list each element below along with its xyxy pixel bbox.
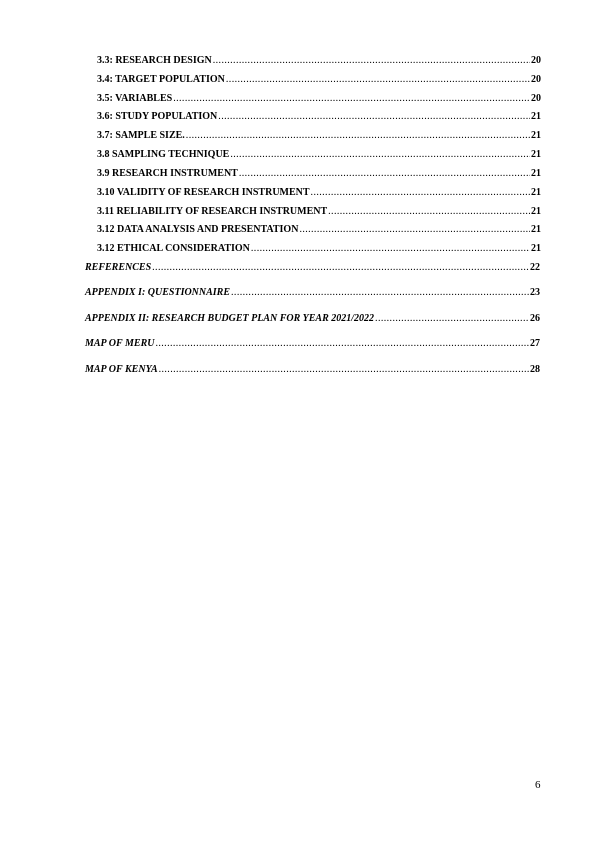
toc-entry-target-population[interactable]	[97, 74, 541, 86]
toc-entry-research-design[interactable]	[97, 55, 541, 67]
toc-entry-title: 3.9 RESEARCH INSTRUMENT	[97, 168, 238, 179]
toc-entry-appendix-budget[interactable]	[85, 313, 540, 325]
dot-leader	[152, 262, 529, 274]
toc-entry-title: 3.11 RELIABILITY OF RESEARCH INSTRUMENT	[97, 206, 328, 217]
toc-entry-validity[interactable]	[97, 187, 541, 199]
toc-entry-page: 28	[530, 364, 540, 375]
toc-entry-title: 3.12 ETHICAL CONSIDERATION	[97, 243, 250, 254]
dot-leader	[173, 93, 530, 105]
toc-entry-page: 21	[531, 111, 541, 122]
toc-entry-variables[interactable]	[97, 93, 541, 105]
toc-entry-title: 3.3: RESEARCH DESIGN	[97, 55, 212, 66]
toc-entry-page: 26	[530, 313, 540, 324]
toc-entry-page: 21	[531, 187, 541, 198]
toc-entry-page: 21	[531, 206, 541, 217]
toc-entry-page: 20	[531, 93, 541, 104]
toc-entry-title: 3.12 DATA ANALYSIS AND PRESENTATION	[97, 224, 299, 235]
toc-entry-reliability[interactable]	[97, 206, 541, 218]
dot-leader	[159, 364, 529, 376]
toc-entry-page: 20	[531, 55, 541, 66]
dot-leader	[218, 111, 530, 123]
toc-entry-title: 3.4: TARGET POPULATION	[97, 74, 225, 85]
toc-entry-page: 22	[530, 262, 540, 273]
toc-entry-map-of-meru[interactable]	[85, 338, 540, 350]
page-number: 6	[535, 779, 541, 791]
dot-leader	[186, 130, 530, 142]
toc-entry-sampling-technique[interactable]	[97, 149, 541, 161]
toc-entry-page: 21	[531, 243, 541, 254]
toc-entry-map-of-kenya[interactable]	[85, 364, 540, 376]
toc-entry-page: 21	[531, 149, 541, 160]
toc-entry-title: APPENDIX II: RESEARCH BUDGET PLAN FOR YEAR 2021/2022	[85, 313, 375, 324]
toc-entry-page: 23	[530, 287, 540, 298]
toc-entry-title: APPENDIX I: QUESTIONNAIRE	[85, 287, 231, 298]
toc-entry-title: 3.10 VALIDITY OF RESEARCH INSTRUMENT	[97, 187, 310, 198]
dot-leader	[226, 74, 530, 86]
toc-entry-page: 21	[531, 168, 541, 179]
dot-leader	[251, 243, 530, 255]
toc-entry-title: 3.5: VARIABLES	[97, 93, 173, 104]
toc-entry-title: 3.7: SAMPLE SIZE.	[97, 130, 185, 141]
toc-entry-title: MAP OF KENYA	[85, 364, 158, 375]
toc-entry-research-instrument[interactable]	[97, 168, 541, 180]
toc-entry-title: REFERENCES	[85, 262, 152, 273]
toc-entry-page: 21	[531, 224, 541, 235]
toc-entry-page: 20	[531, 74, 541, 85]
toc-entry-page: 21	[531, 130, 541, 141]
toc-entry-appendix-questionnaire[interactable]	[85, 287, 540, 299]
dot-leader	[231, 287, 529, 299]
toc-entry-title: 3.6: STUDY POPULATION	[97, 111, 218, 122]
dot-leader	[299, 224, 530, 236]
dot-leader	[239, 168, 530, 180]
dot-leader	[328, 206, 530, 218]
dot-leader	[213, 55, 530, 67]
toc-entry-ethical-consideration[interactable]	[97, 243, 541, 255]
dot-leader	[311, 187, 530, 199]
dot-leader	[375, 313, 529, 325]
toc-entry-title: 3.8 SAMPLING TECHNIQUE	[97, 149, 230, 160]
toc-entry-sample-size[interactable]	[97, 130, 541, 142]
toc-entry-references[interactable]	[85, 262, 540, 274]
dot-leader	[230, 149, 530, 161]
toc-entry-study-population[interactable]	[97, 111, 541, 123]
toc-entry-data-analysis[interactable]	[97, 224, 541, 236]
toc-entry-page: 27	[530, 338, 540, 349]
dot-leader	[155, 338, 529, 350]
toc-entry-title: MAP OF MERU	[85, 338, 155, 349]
